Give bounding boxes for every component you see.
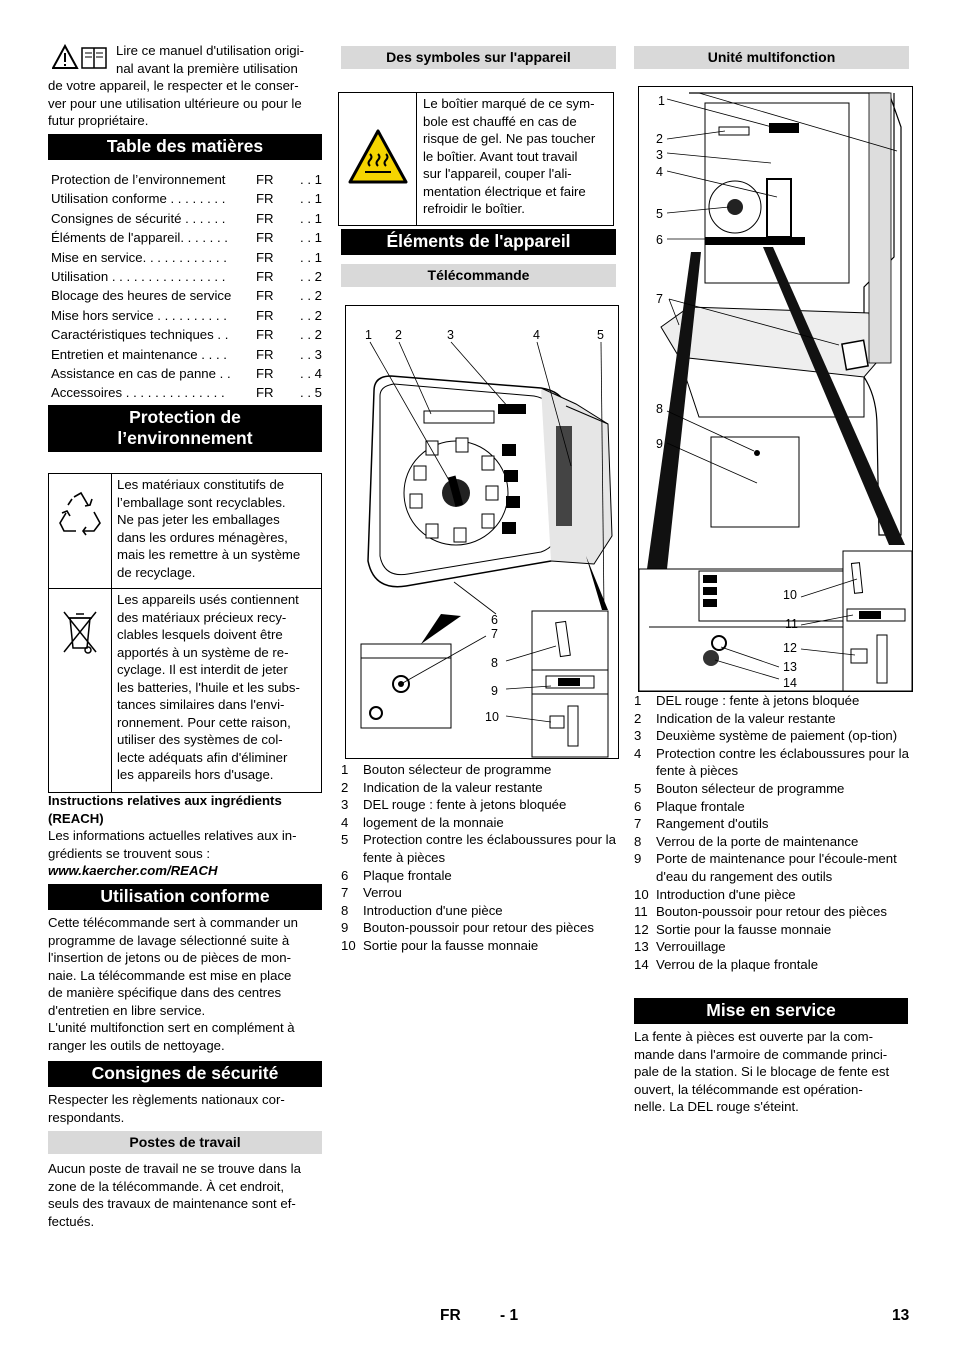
footer-section: - 1 <box>500 1307 519 1324</box>
toc-entry[interactable] <box>48 170 322 189</box>
symbols-line: Le boîtier marqué de ce sym- <box>423 96 595 111</box>
toc-entry-page: . . 4 <box>300 365 322 381</box>
reach-section <box>48 792 328 880</box>
usage-line: ranger les outils de nettoyage. <box>48 1037 225 1053</box>
toc-entry-lang: FR <box>256 327 274 343</box>
workstations-line: seuls des travaux de maintenance sont ef- <box>48 1196 296 1211</box>
remote-label-9: 9 <box>491 684 498 698</box>
page-number: 13 <box>892 1307 910 1324</box>
legend-number: 4 <box>341 814 349 830</box>
legend-text: Verrou de la plaque frontale <box>656 956 819 972</box>
table-of-contents <box>48 170 322 403</box>
toc-entry-page: . . 1 <box>300 210 322 226</box>
symbols-line: mentation électrique et faire <box>423 183 586 199</box>
toc-entry[interactable] <box>48 209 322 228</box>
legend-item <box>341 867 621 885</box>
crossed-bin-icon <box>50 600 110 660</box>
multi-label-1: 1 <box>658 94 665 108</box>
toc-entry[interactable] <box>48 286 322 305</box>
remote-label-6: 6 <box>491 613 498 627</box>
recycle-line: l’emballage sont recyclables. <box>117 494 286 510</box>
usage-line: programme de lavage sélectionné suite à <box>48 932 290 948</box>
symbols-heading: Des symboles sur l'appareil <box>341 46 616 69</box>
weee-text <box>112 589 322 793</box>
commissioning-line: nelle. La DEL rouge s'éteint. <box>634 1099 799 1114</box>
legend-text: Protection contre les éclaboussures pour la fente à pièces <box>363 832 616 865</box>
intro-line: de votre appareil, le respecter et le conser- <box>48 78 299 93</box>
legend-text: Rangement d'outils <box>656 816 769 832</box>
reach-line: Les informations actuelles relatives aux in- <box>48 828 297 843</box>
weee-line: utiliser des systèmes de col- <box>117 732 283 747</box>
toc-entry-page: . . 2 <box>300 327 322 343</box>
multi-label-6: 6 <box>656 233 663 247</box>
legend-number: 2 <box>634 710 642 726</box>
toc-entry-title: Caractéristiques techniques . . <box>51 327 229 343</box>
symbols-line: le boîtier. Avant tout travail <box>423 148 578 164</box>
legend-text: Verrou <box>363 885 402 901</box>
multi-label-4: 4 <box>656 165 663 179</box>
toc-entry-lang: FR <box>256 249 274 265</box>
remote-label-4: 4 <box>533 328 540 342</box>
safety-text <box>48 1091 328 1126</box>
recycle-text <box>112 474 322 589</box>
weee-line: tances similaires dans l'envi- <box>117 697 285 712</box>
legend-number: 5 <box>634 780 642 796</box>
recycle-line: mais les remettre à un système <box>117 547 301 562</box>
legend-text: Verrouillage <box>656 939 726 955</box>
workstations-line: zone de la télécommande. À cet endroit, <box>48 1178 285 1194</box>
multi-label-8: 8 <box>656 402 663 416</box>
legend-item <box>341 779 621 797</box>
legend-text: Bouton-poussoir pour retour des pièces <box>656 904 887 920</box>
intro-text <box>48 42 328 130</box>
legend-number: 2 <box>341 779 349 795</box>
legend-number: 1 <box>341 762 349 777</box>
legend-number: 1 <box>634 693 642 708</box>
workstations-line: fectués. <box>48 1213 95 1229</box>
commissioning-line: pale de la station. Si le blocage de fente est <box>634 1064 890 1079</box>
legend-number: 3 <box>634 728 642 744</box>
usage-line: Cette télécommande sert à commander un <box>48 915 298 930</box>
legend-text: Indication de la valeur restante <box>363 779 543 795</box>
legend-item <box>341 796 621 814</box>
remote-label-7: 7 <box>491 627 498 641</box>
hot-surface-warning-icon <box>347 128 409 186</box>
legend-item <box>341 884 621 902</box>
toc-entry[interactable] <box>48 189 322 208</box>
hot-surface-cell <box>339 93 417 226</box>
legend-item <box>634 745 914 780</box>
symbols-line: risque de gel. Ne pas toucher <box>423 131 596 146</box>
reach-line: grédients se trouvent sous : <box>48 845 211 861</box>
legend-number: 9 <box>341 920 349 936</box>
legend-text: Indication de la valeur restante <box>656 710 836 726</box>
toc-entry-lang: FR <box>256 172 274 187</box>
legend-item <box>634 956 914 974</box>
remote-control-figure <box>345 305 619 759</box>
legend-text: Verrou de la porte de maintenance <box>656 833 859 849</box>
legend-number: 5 <box>341 832 349 848</box>
multi-label-9: 9 <box>656 437 663 451</box>
legend-item <box>634 727 914 745</box>
legend-text: Bouton sélecteur de programme <box>363 762 552 777</box>
legend-item <box>341 761 621 779</box>
weee-line: lecte adéquats afin d'éliminer <box>117 749 288 765</box>
usage-line: d'entretien en libre service. <box>48 1002 206 1018</box>
toc-entry[interactable] <box>48 248 322 267</box>
commissioning-line: ouvert, la télécommande est opération- <box>634 1081 863 1097</box>
symbols-table <box>338 92 614 226</box>
weee-line: cyclage. Il est interdit de jeter <box>117 662 288 677</box>
legend-number: 10 <box>341 937 356 953</box>
legend-number: 7 <box>341 885 349 901</box>
symbols-line: refroidir le boîtier. <box>423 201 525 216</box>
toc-entry-title: Mise hors service . . . . . . . . . . <box>51 307 227 323</box>
legend-item <box>634 938 914 956</box>
toc-entry-lang: FR <box>256 346 274 362</box>
multi-label-7: 7 <box>656 292 663 306</box>
multi-label-2: 2 <box>656 132 663 146</box>
toc-entry-page: . . 1 <box>300 172 322 187</box>
legend-text: Plaque frontale <box>363 867 452 883</box>
recycle-line: de recyclage. <box>117 564 196 580</box>
toc-entry-lang: FR <box>256 268 274 284</box>
multi-label-10: 10 <box>783 588 797 602</box>
legend-text: Bouton-poussoir pour retour des pièces <box>363 920 594 936</box>
footer-lang: FR <box>440 1307 461 1324</box>
toc-entry-page: . . 2 <box>300 268 322 284</box>
recycle-icon <box>50 485 110 545</box>
legend-text: logement de la monnaie <box>363 814 504 830</box>
weee-line: des matériaux précieux recy- <box>117 609 287 625</box>
multi-label-5: 5 <box>656 207 663 221</box>
multi-label-13: 13 <box>783 660 797 674</box>
weee-line: ronnement. Pour cette raison, <box>117 714 291 730</box>
recycle-line: dans les ordures ménagères, <box>117 529 288 545</box>
legend-text: Introduction d'une pièce <box>363 902 503 918</box>
legend-text: Protection contre les éclaboussures pour la fente à pièces <box>656 745 909 779</box>
env-heading-line: Protection de <box>129 407 241 427</box>
legend-item <box>341 814 621 832</box>
toc-entry-lang: FR <box>256 230 274 246</box>
legend-number: 8 <box>341 902 349 918</box>
symbols-line: bole est chauffé en cas de <box>423 113 577 129</box>
toc-entry-title: Blocage des heures de service <box>51 288 232 304</box>
symbols-text <box>417 93 614 226</box>
weee-line: Les appareils usés contiennent <box>117 592 299 607</box>
weee-line: les batteries, l'huile et les subs- <box>117 679 300 695</box>
toc-entry-page: . . 1 <box>300 230 322 246</box>
commissioning-line: La fente à pièces est ouverte par la com- <box>634 1029 873 1044</box>
remote-label-2: 2 <box>395 328 402 342</box>
toc-entry-page: . . 1 <box>300 249 322 265</box>
recycle-cell <box>49 474 112 589</box>
legend-number: 6 <box>634 798 642 814</box>
toc-entry[interactable] <box>48 267 322 286</box>
legend-item <box>341 902 621 920</box>
remote-label-5: 5 <box>597 328 604 342</box>
toc-entry-page: . . 5 <box>300 385 322 401</box>
recycle-line: Ne pas jeter les emballages <box>117 512 280 527</box>
legend-number: 4 <box>634 745 642 761</box>
legend-number: 12 <box>634 921 649 937</box>
env-heading <box>48 405 322 452</box>
commissioning-heading: Mise en service <box>634 998 908 1024</box>
legend-text: Porte de maintenance pour l'écoule-ment d'eau du rangement des outils <box>656 851 897 884</box>
legend-number: 9 <box>634 851 642 867</box>
remote-label-1: 1 <box>365 328 372 342</box>
toc-entry-lang: FR <box>256 210 274 226</box>
toc-entry[interactable] <box>48 345 322 364</box>
intro-line: futur propriétaire. <box>48 113 149 128</box>
reach-title: (REACH) <box>48 810 104 826</box>
multi-label-14: 14 <box>783 676 797 690</box>
legend-item <box>341 937 621 955</box>
safety-line: Respecter les règlements nationaux cor- <box>48 1092 285 1107</box>
legend-text: Plaque frontale <box>656 798 745 814</box>
env-table <box>48 473 322 793</box>
legend-text: DEL rouge : fente à jetons bloquée <box>363 797 567 813</box>
toc-entry-title: Utilisation . . . . . . . . . . . . . . . . <box>51 268 226 284</box>
multi-label-3: 3 <box>656 148 663 162</box>
legend-text: Sortie pour la fausse monnaie <box>363 937 539 953</box>
usage-line: L'unité multifonction sert en complément à <box>48 1020 295 1035</box>
toc-entry[interactable] <box>48 228 322 247</box>
weee-cell <box>49 589 112 793</box>
legend-item <box>634 921 914 939</box>
recycle-line: Les matériaux constitutifs de <box>117 477 285 492</box>
toc-entry-title: Entretien et maintenance . . . . <box>51 346 227 362</box>
safety-line: respondants. <box>48 1109 125 1125</box>
toc-entry[interactable] <box>48 325 322 344</box>
toc-entry-lang: FR <box>256 385 274 401</box>
toc-entry-lang: FR <box>256 307 274 323</box>
workstations-heading: Postes de travail <box>48 1131 322 1154</box>
usage-line: de manière spécifique dans des centres <box>48 985 282 1000</box>
commissioning-text <box>634 1028 914 1116</box>
toc-entry-title: Assistance en cas de panne . . <box>51 365 231 381</box>
legend-item <box>634 692 914 710</box>
multi-label-12: 12 <box>783 641 797 655</box>
legend-item <box>634 903 914 921</box>
legend-item <box>634 798 914 816</box>
multifunction-unit-figure <box>638 86 913 692</box>
legend-item <box>634 886 914 904</box>
legend-number: 6 <box>341 867 349 883</box>
toc-entry-lang: FR <box>256 365 274 381</box>
legend-item <box>634 780 914 798</box>
toc-entry-title: Utilisation conforme . . . . . . . . <box>51 191 226 207</box>
legend-text: Sortie pour la fausse monnaie <box>656 921 832 937</box>
legend-number: 8 <box>634 833 642 849</box>
legend-item <box>634 850 914 885</box>
legend-item <box>634 710 914 728</box>
legend-number: 3 <box>341 797 349 813</box>
usage-line: naie. La télécommande est mise en place <box>48 967 292 983</box>
usage-text <box>48 914 328 1054</box>
toc-entry[interactable] <box>48 306 322 325</box>
remote-legend <box>341 761 621 955</box>
weee-line: apportés à un système de re- <box>117 644 289 660</box>
usage-line: l'insertion de jetons ou de pièces de mon- <box>48 950 291 965</box>
remote-label-3: 3 <box>447 328 454 342</box>
reach-link[interactable]: www.kaercher.com/REACH <box>48 863 218 878</box>
toc-entry-page: . . 3 <box>300 346 322 362</box>
legend-number: 13 <box>634 939 649 955</box>
toc-entry-lang: FR <box>256 288 274 304</box>
legend-text: Bouton sélecteur de programme <box>656 780 845 796</box>
toc-entry-title: Accessoires . . . . . . . . . . . . . . <box>51 385 225 401</box>
weee-line: clables lesquels doivent être <box>117 627 283 642</box>
multi-heading: Unité multifonction <box>634 46 909 69</box>
workstations-text <box>48 1160 328 1230</box>
symbols-line: sur l'appareil, couper l'ali- <box>423 166 572 181</box>
reach-title: Instructions relatives aux ingrédients <box>48 793 282 808</box>
remote-heading: Télécommande <box>341 264 616 287</box>
legend-item <box>634 833 914 851</box>
toc-entry[interactable] <box>48 383 322 402</box>
legend-number: 11 <box>634 904 648 920</box>
multi-label-11: 11 <box>785 617 798 631</box>
legend-text: DEL rouge : fente à jetons bloquée <box>656 693 860 708</box>
toc-entry-title: Consignes de sécurité . . . . . . <box>51 210 226 226</box>
toc-entry[interactable] <box>48 364 322 383</box>
remote-label-10: 10 <box>485 710 499 724</box>
elements-heading: Éléments de l'appareil <box>341 229 616 255</box>
workstations-line: Aucun poste de travail ne se trouve dans la <box>48 1161 301 1176</box>
legend-text: Introduction d'une pièce <box>656 886 796 902</box>
intro-line: Lire ce manuel d'utilisation origi- <box>116 43 304 58</box>
toc-entry-page: . . 2 <box>300 288 322 304</box>
toc-entry-page: . . 1 <box>300 191 322 207</box>
safety-heading: Consignes de sécurité <box>48 1061 322 1087</box>
legend-text: Deuxième système de paiement (op-tion) <box>656 728 898 744</box>
remote-label-8: 8 <box>491 656 498 670</box>
legend-item <box>634 815 914 833</box>
intro-line: ver pour une utilisation ultérieure ou pour le <box>48 95 302 111</box>
legend-number: 14 <box>634 956 649 972</box>
toc-entry-lang: FR <box>256 191 274 207</box>
commissioning-line: mande dans l'armoire de commande princi- <box>634 1046 888 1062</box>
toc-entry-title: Protection de l’environnement <box>51 172 226 187</box>
legend-number: 7 <box>634 816 642 832</box>
env-heading-line: l’environnement <box>117 428 253 448</box>
multi-legend <box>634 692 914 974</box>
legend-item <box>341 919 621 937</box>
toc-entry-page: . . 2 <box>300 307 322 323</box>
toc-entry-title: Éléments de l'appareil. . . . . . . <box>51 230 228 246</box>
toc-heading: Table des matières <box>48 134 322 160</box>
usage-heading: Utilisation conforme <box>48 884 322 910</box>
intro-line: nal avant la première utilisation <box>116 60 298 76</box>
weee-line: les appareils hors d'usage. <box>117 767 274 782</box>
legend-item <box>341 831 621 866</box>
legend-number: 10 <box>634 886 649 902</box>
toc-entry-title: Mise en service. . . . . . . . . . . . <box>51 249 227 265</box>
